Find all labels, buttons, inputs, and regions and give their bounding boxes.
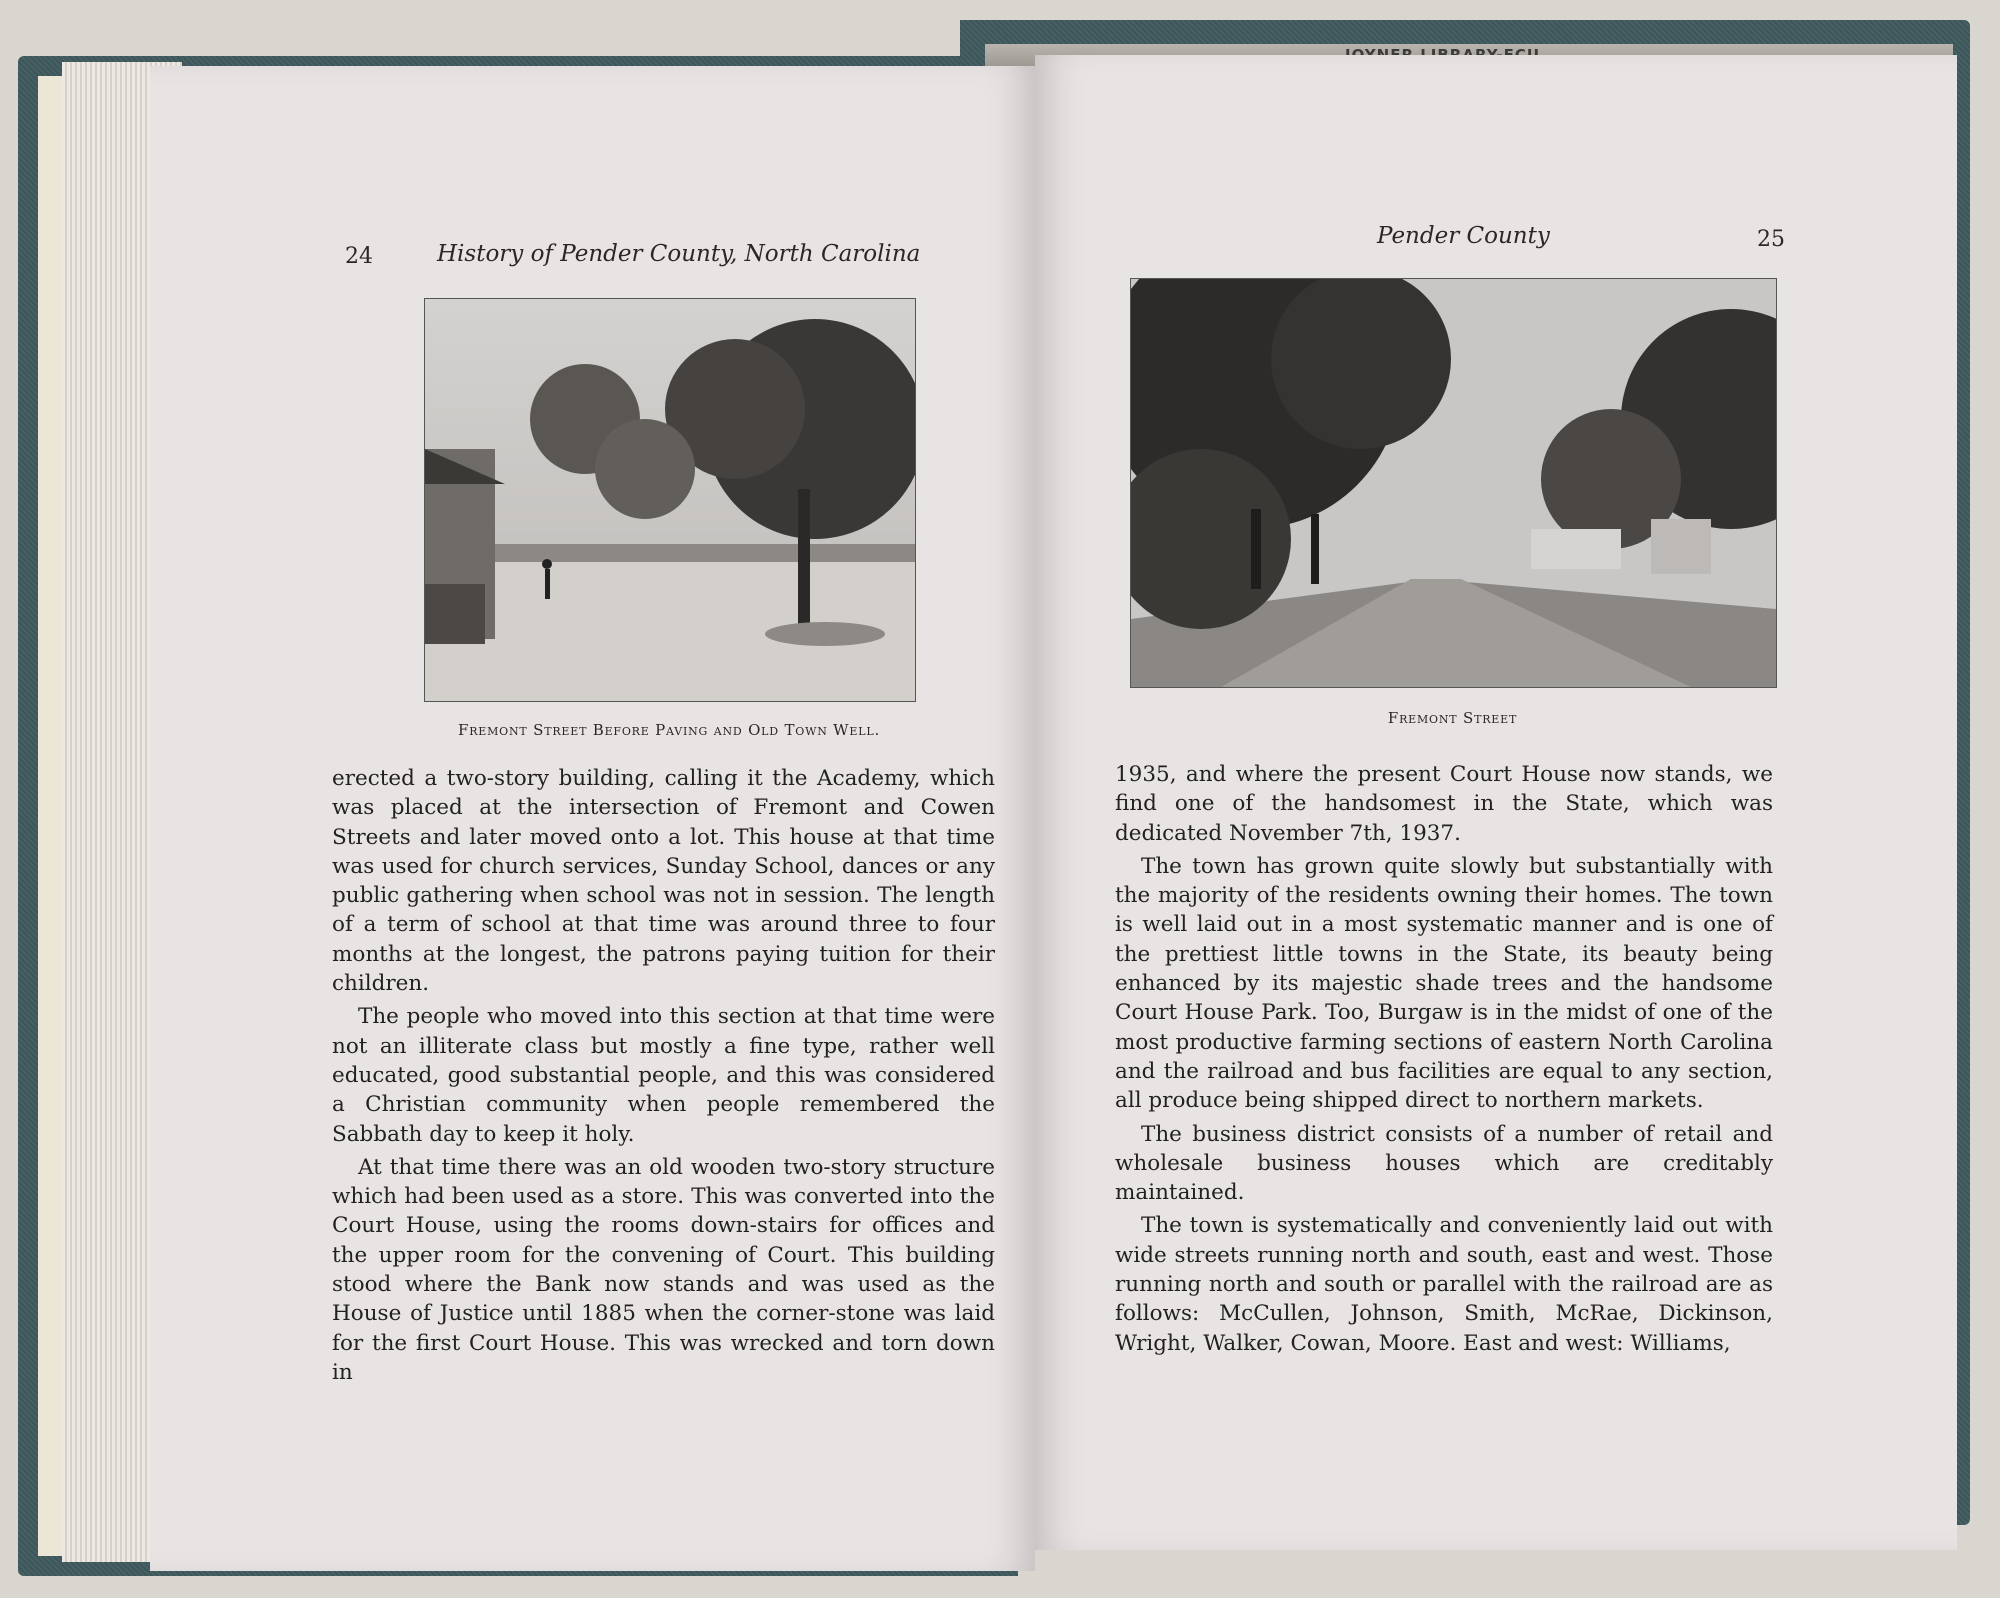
right-page bbox=[1035, 55, 1957, 1550]
fremont-street-old-photo bbox=[425, 299, 915, 701]
right-paragraph-3: The business district consists of a number of retail and wholesale business houses which are creditably maintained. bbox=[1115, 1121, 1773, 1206]
right-running-head: Pender County bbox=[1377, 223, 1550, 249]
left-running-head: History of Pender County, North Carolina bbox=[437, 241, 921, 267]
left-paragraph-2: The people who moved into this section at that time were not an illiterate class but mostly a fine type, rather well educated, good substantial people, and this was considered a Christian community when people remembered the Sabbath day to keep it holy. bbox=[332, 1004, 995, 1147]
right-page-number: 25 bbox=[1757, 227, 1785, 252]
right-photo-caption: Fremont Street bbox=[1387, 709, 1518, 727]
left-page bbox=[150, 66, 1035, 1571]
right-body-text bbox=[1115, 760, 1773, 1358]
right-photo bbox=[1130, 278, 1777, 688]
right-paragraph-1: 1935, and where the present Court House now stands, we find one of the handsomest in the State, which was dedicated November 7th, 1937. bbox=[1115, 762, 1773, 846]
right-paragraph-4: The town is systematically and conveniently laid out with wide streets running north and south, east and west. Those running north and south or parallel with the railroad are as follows: McCullen, Johnson, Smith, McRae, Dickinson, Wright, Walker, Cowan, Moore. East and west: Williams, bbox=[1115, 1213, 1773, 1356]
right-paragraph-2: The town has grown quite slowly but substantially with the majority of the residents owning their homes. The town is well laid out in a most systematic manner and is one of the prettiest little towns in the State, its beauty being enhanced by its majestic shade trees and the handsome Court House Park. Too, Burgaw is in the midst of one of the most productive farming sections of eastern North Carolina and the railroad and bus facilities are equal to any section, all produce being shipped direct to northern markets. bbox=[1115, 853, 1773, 1114]
fremont-street-photo bbox=[1131, 279, 1776, 687]
left-page-number: 24 bbox=[345, 244, 373, 269]
left-photo-caption: Fremont Street Before Paving and Old Town Well. bbox=[457, 721, 881, 739]
left-paragraph-1: erected a two-story building, calling it the Academy, which was placed at the intersection of Fremont and Cowen Streets and later moved onto a lot. This house at that time was used for church services, Sunday School, dances or any public gathering when school was not in session. The length of a term of school at that time was around three to four months at the longest, the patrons paying tuition for their children. bbox=[332, 766, 995, 997]
left-body-text bbox=[332, 764, 995, 1387]
left-paragraph-3: At that time there was an old wooden two-story structure which had been used as a store. This was converted into the Court House, using the rooms down-stairs for offices and the upper room for the convening of Court. This building stood where the Bank now stands and was used as the House of Justice until 1885 when the corner-stone was laid for the first Court House. This was wrecked and torn down in bbox=[332, 1154, 995, 1385]
left-photo bbox=[424, 298, 916, 702]
